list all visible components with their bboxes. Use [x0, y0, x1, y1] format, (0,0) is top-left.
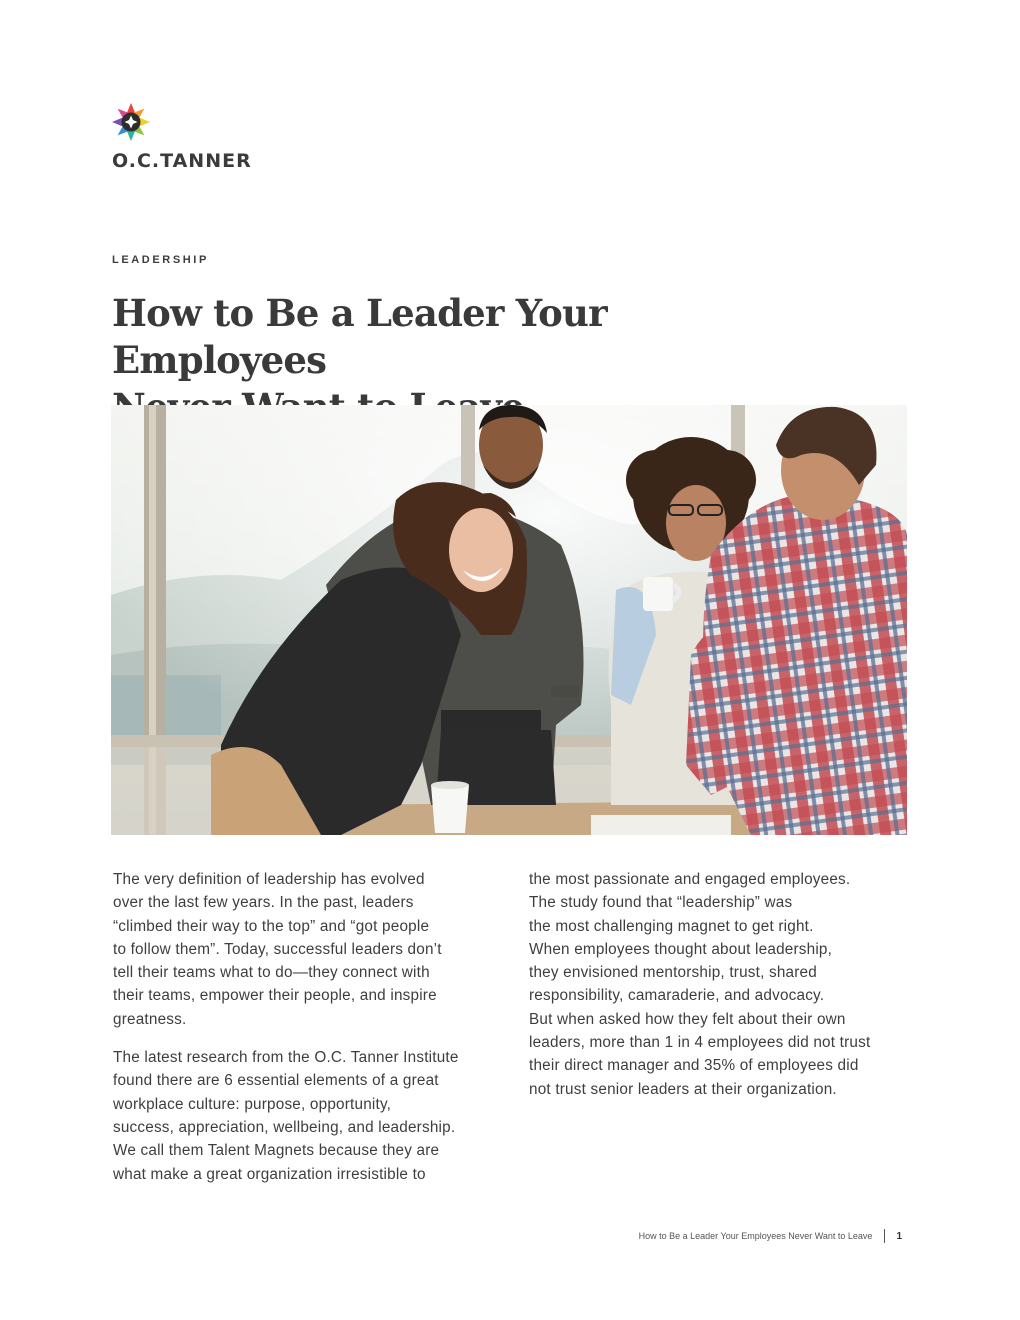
- text-line: what make a great organization irresistible to: [113, 1165, 426, 1183]
- text-line: they envisioned mentorship, trust, shared: [529, 964, 817, 982]
- text-line: their direct manager and 35% of employees did: [529, 1057, 859, 1075]
- text-line: “climbed their way to the top” and “got people: [113, 917, 430, 935]
- text-line: workplace culture: purpose, opportunity,: [113, 1095, 392, 1113]
- text-line: greatness.: [113, 1010, 187, 1028]
- hero-photo: [111, 405, 907, 835]
- text-line: the most challenging magnet to get right.: [529, 917, 814, 935]
- oc-tanner-logo-icon: [111, 102, 151, 142]
- text-line: The latest research from the O.C. Tanner Institute: [113, 1049, 459, 1067]
- text-line: leaders, more than 1 in 4 employees did not trust: [529, 1034, 871, 1052]
- text-line: The very definition of leadership has evolved: [113, 871, 425, 888]
- text-line: responsibility, camaraderie, and advocacy.: [529, 987, 825, 1005]
- footer-divider: [884, 1229, 885, 1243]
- text-line: to follow them”. Today, successful leaders don’t: [113, 940, 442, 958]
- text-line: When employees thought about leadership,: [529, 940, 833, 958]
- text-line: found there are 6 essential elements of a great: [113, 1072, 439, 1090]
- page-footer: [639, 1229, 902, 1243]
- text-line: We call them Talent Magnets because they are: [113, 1142, 440, 1160]
- text-line: success, appreciation, wellbeing, and leadership.: [113, 1118, 456, 1136]
- paragraph: [529, 868, 914, 1101]
- paragraph: [113, 1046, 498, 1186]
- text-line: tell their teams what to do—they connect with: [113, 964, 430, 982]
- section-kicker: LEADERSHIP: [112, 254, 209, 266]
- title-line-1: How to Be a Leader Your Employees: [112, 291, 607, 382]
- paragraph: [113, 868, 498, 1031]
- body-column-right: [529, 868, 914, 1116]
- brand-name: O.C.TANNER: [112, 150, 252, 172]
- text-line: the most passionate and engaged employees.: [529, 871, 851, 888]
- page-number: 1: [896, 1230, 902, 1242]
- text-line: over the last few years. In the past, leaders: [113, 894, 414, 912]
- text-line: their teams, empower their people, and inspire: [113, 987, 437, 1005]
- text-line: not trust senior leaders at their organization.: [529, 1080, 837, 1098]
- text-line: The study found that “leadership” was: [529, 894, 793, 912]
- body-column-left: [113, 868, 498, 1201]
- running-title: How to Be a Leader Your Employees Never Want to Leave: [638, 1231, 873, 1241]
- text-line: But when asked how they felt about their own: [529, 1010, 846, 1028]
